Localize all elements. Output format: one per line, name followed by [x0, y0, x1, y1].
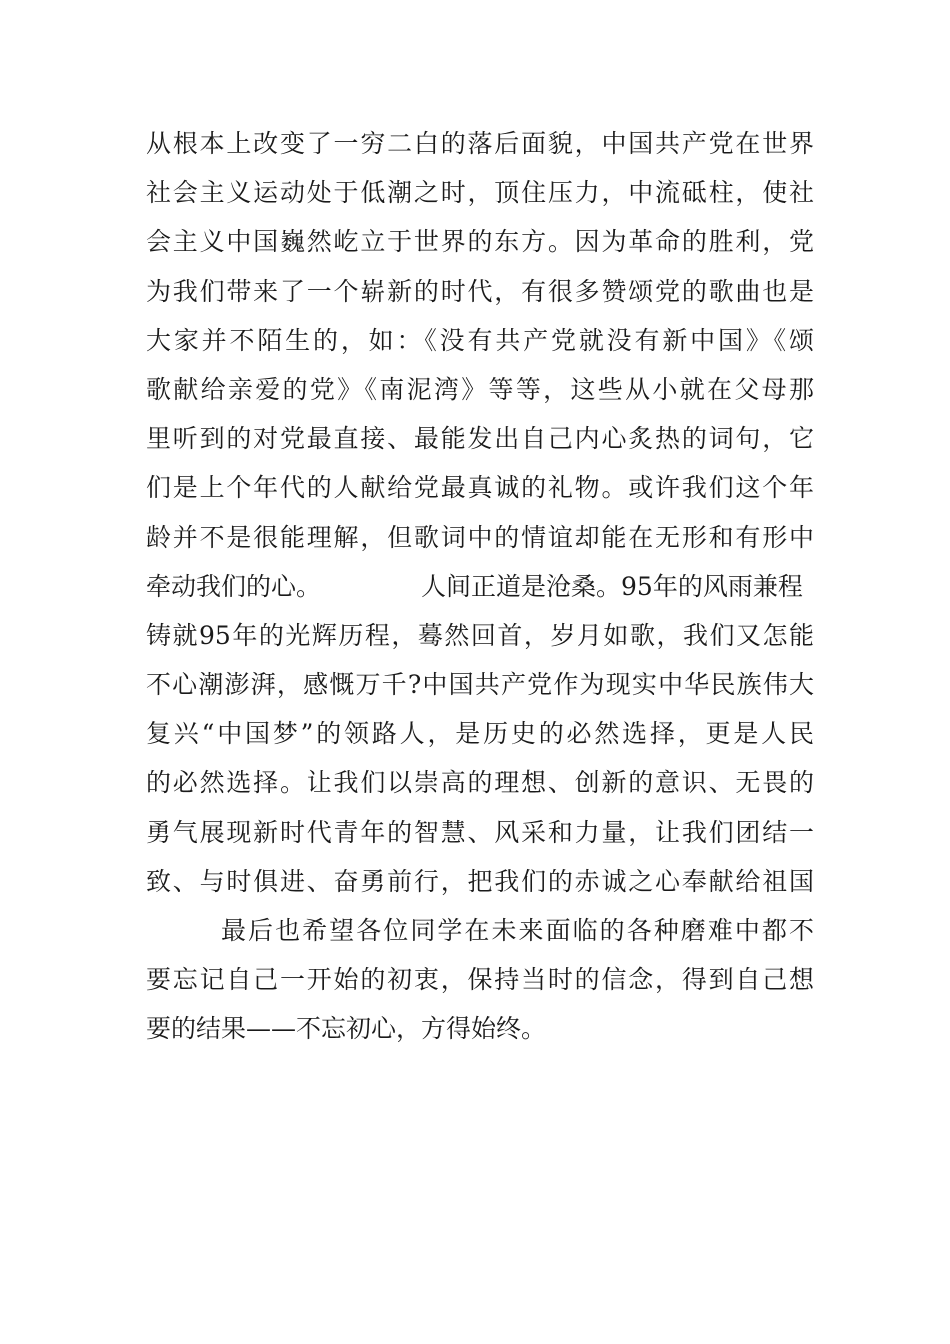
text-line: 要的结果——不忘初心，方得始终。 [146, 1014, 547, 1044]
text-line: 为我们带来了一个崭新的时代，有很多赞颂党的歌曲也是 [146, 276, 814, 306]
document-body [146, 119, 814, 1054]
text-line: 铸就95年的光辉历程，蓦然回首，岁月如歌，我们又怎能 [146, 620, 814, 650]
text-line: 社会主义运动处于低潮之时，顶住压力，中流砥柱，使社 [146, 178, 814, 208]
text-line: 要忘记自己一开始的初衷，保持当时的信念，得到自己想 [146, 965, 814, 995]
text-line: 勇气展现新时代青年的智慧、风采和力量，让我们团结一 [146, 817, 814, 847]
text-line: 大家并不陌生的，如：《没有共产党就没有新中国》《颂 [146, 325, 814, 355]
text-line: 里听到的对党最直接、最能发出自己内心炙热的词句，它 [146, 424, 814, 454]
text-line: 最后也希望各位同学在未来面临的各种磨难中都不 [221, 916, 814, 945]
text-line: 致、与时俱进、奋勇前行，把我们的赤诚之心奉献给祖国 [146, 866, 814, 896]
text-line: 从根本上改变了一穷二白的落后面貌，中国共产党在世界 [146, 129, 814, 158]
text-line: 的必然选择。让我们以崇高的理想、创新的意识、无畏的 [146, 768, 814, 798]
text-line: 们是上个年代的人献给党最真诚的礼物。或许我们这个年 [146, 473, 814, 503]
text-line: 龄并不是很能理解，但歌词中的情谊却能在无形和有形中 [146, 522, 814, 552]
text-line: 歌献给亲爱的党》《南泥湾》等等，这些从小就在父母那 [146, 374, 814, 404]
text-segment: 牵动我们的心。 [146, 571, 322, 601]
text-line [146, 562, 814, 611]
text-line: 复兴“中国梦”的领路人，是历史的必然选择，更是人民 [146, 719, 814, 749]
text-segment: 人间正道是沧桑。95年的风雨兼程 [421, 571, 803, 601]
text-line: 不心潮澎湃，感慨万千?中国共产党作为现实中华民族伟大 [146, 670, 814, 700]
text-line: 会主义中国巍然屹立于世界的东方。因为革命的胜利，党 [146, 227, 814, 257]
